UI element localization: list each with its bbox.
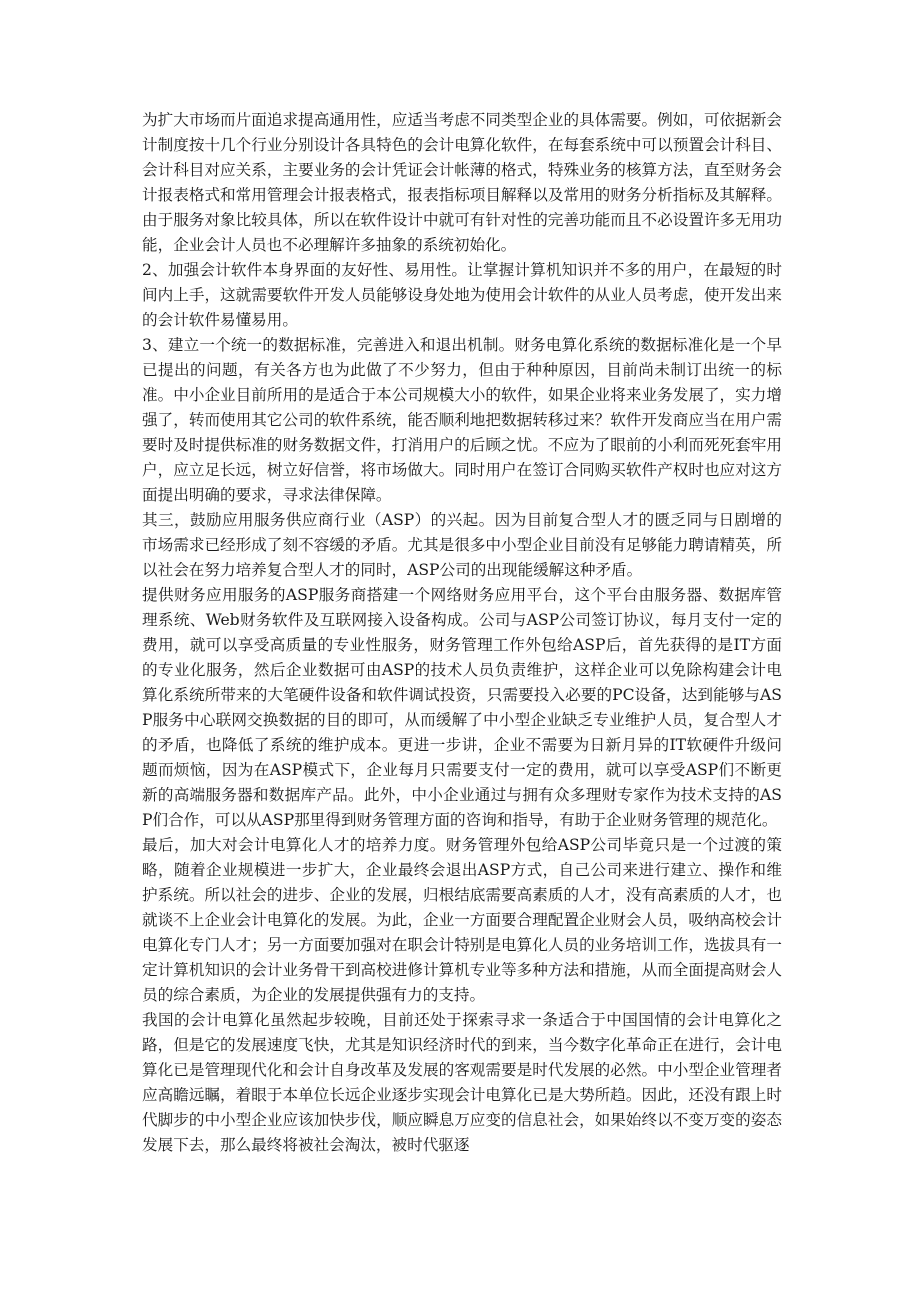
paragraph-asp-rise: 其三，鼓励应用服务供应商行业（ASP）的兴起。因为目前复合型人才的匮乏同与日剧增的市场需求已经形成了刻不容缓的矛盾。尤其是很多中小型企业目前没有足够能力聘请精英，所以社会在努力培养复合型人才的同时，ASP公司的出现能缓解这种矛盾。	[142, 511, 782, 579]
paragraph-conclusion: 我国的会计电算化虽然起步较晚，目前还处于探索寻求一条适合于中国国情的会计电算化之路，但是它的发展速度飞快，尤其是知识经济时代的到来，当今数字化革命正在进行，会计电算化已是管理现代化和会计自身改革及发展的客观需要是时代发展的必然。中小型企业管理者应高瞻远瞩，着眼于本单位长远企业逐步实现会计电算化已是大势所趋。因此，还没有跟上时代脚步的中小型企业应该加快步伐，顺应瞬息万应变的信息社会，如果始终以不变万变的姿态发展下去，那么最终将被社会淘汰，被时代驱逐	[142, 1011, 782, 1154]
paragraph-talent-training: 最后，加大对会计电算化人才的培养力度。财务管理外包给ASP公司毕竟只是一个过渡的策略，随着企业规模进一步扩大，企业最终会退出ASP方式，自己公司来进行建立、操作和维护系统。所以社会的进步、企业的发展，归根结底需要高素质的人才，没有高素质的人才，也就谈不上企业会计电算化的发展。为此，企业一方面要合理配置企业财会人员，吸纳高校会计电算化专门人才；另一方面要加强对在职会计特别是电算化人员的业务培训工作，选拔具有一定计算机知识的会计业务骨干到高校进修计算机专业等多种方法和措施，从而全面提高财会人员的综合素质，为企业的发展提供强有力的支持。	[142, 836, 782, 1004]
paragraph-industry-software: 为扩大市场而片面追求提高通用性，应适当考虑不同类型企业的具体需要。例如，可依据新会计制度按十几个行业分别设计各具特色的会计电算化软件，在每套系统中可以预置会计科目、会计科目对应关系，主要业务的会计凭证会计帐薄的格式，特殊业务的核算方法，直至财务会计报表格式和常用管理会计报表格式，报表指标项目解释以及常用的财务分析指标及其解释。由于服务对象比较具体，所以在软件设计中就可有针对性的完善功能而且不必设置许多无用功能，企业会计人员也不必理解许多抽象的系统初始化。	[142, 111, 782, 254]
paragraph-usability: 2、加强会计软件本身界面的友好性、易用性。让掌握计算机知识并不多的用户，在最短的时间内上手，这就需要软件开发人员能够设身处地为使用会计软件的从业人员考虑，使开发出来的会计软件易懂易用。	[142, 261, 782, 329]
paragraph-data-standard: 3、建立一个统一的数据标准，完善进入和退出机制。财务电算化系统的数据标准化是一个早已提出的问题，有关各方也为此做了不少努力，但由于种种原因，目前尚未制订出统一的标准。中小企业目前所用的是适合于本公司规模大小的软件，如果企业将来业务发展了，实力增强了，转而使用其它公司的软件系统，能否顺利地把数据转移过来？软件开发商应当在用户需要时及时提供标准的财务数据文件，打消用户的后顾之忧。不应为了眼前的小利而死死套牢用户，应立足长远，树立好信誉，将市场做大。同时用户在签订合同购买软件产权时也应对这方面提出明确的要求，寻求法律保障。	[142, 336, 782, 504]
paragraph-asp-services: 提供财务应用服务的ASP服务商搭建一个网络财务应用平台，这个平台由服务器、数据库管理系统、Web财务软件及互联网接入设备构成。公司与ASP公司签订协议，每月支付一定的费用，就可以享受高质量的专业性服务，财务管理工作外包给ASP后，首先获得的是IT方面的专业化服务，然后企业数据可由ASP的技术人员负责维护，这样企业可以免除构建会计电算化系统所带来的大笔硬件设备和软件调试投资，只需要投入必要的PC设备，达到能够与ASP服务中心联网交换数据的目的即可，从而缓解了中小型企业缺乏专业维护人员，复合型人才的矛盾，也降低了系统的维护成本。更进一步讲，企业不需要为日新月异的IT软硬件升级问题而烦恼，因为在ASP模式下，企业每月只需要支付一定的费用，就可以享受ASP们不断更新的高端服务器和数据库产品。此外，中小企业通过与拥有众多理财专家作为技术支持的ASP们合作，可以从ASP那里得到财务管理方面的咨询和指导，有助于企业财务管理的规范化。	[142, 586, 782, 829]
document-body	[142, 108, 782, 1158]
